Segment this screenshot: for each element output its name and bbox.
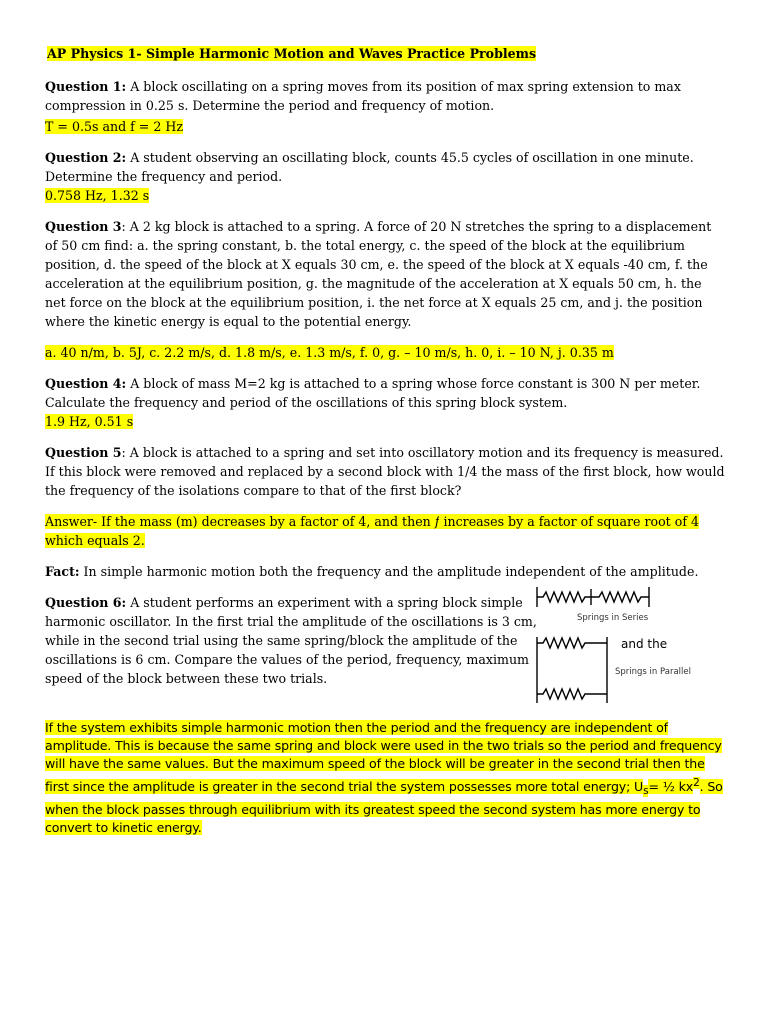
- question-6-text: A student performs an experiment with a spring block simple harmonic oscillator. In the first trial the amplitude of the oscillations is 3 cm, while in the second trial using the same spring/block the amplitude of the oscillations is 6 cm. Compare the values of the period, frequency, maximum speed of the block between these two trials.: [45, 595, 537, 686]
- question-6-answer: [45, 719, 725, 837]
- question-5-text: : A block is attached to a spring and set into oscillatory motion and its frequency is measured. If this block were removed and replaced by a second block with 1/4 the mass of the first block, how would the frequency of the isolations compare to that of the first block?: [45, 445, 725, 498]
- question-4-text-line2: Calculate the frequency and period of the oscillations of this spring block system.: [45, 395, 568, 410]
- question-5-answer-f: f: [434, 514, 440, 529]
- answer-seg-2: system exhibits: [80, 720, 178, 735]
- springs-figure: [535, 585, 725, 705]
- answer-seg-1: If the: [45, 720, 81, 735]
- question-5: [45, 443, 725, 550]
- question-5-label: Question 5: [45, 445, 122, 460]
- question-4: [45, 374, 725, 431]
- parallel-caption: Springs in Parallel: [615, 667, 691, 677]
- question-2: [45, 148, 725, 205]
- title-text: AP Physics 1- Simple Harmonic Motion and Waves Practice Problems: [47, 46, 537, 61]
- question-2-text-line2: Determine the frequency and period.: [45, 169, 283, 184]
- question-5-answer-part2: increases by a: [439, 514, 539, 529]
- question-6: [45, 593, 725, 709]
- question-5-answer-part3: factor of square root of 4 which equals 2.: [45, 514, 699, 548]
- parallel-springs-diagram: [537, 637, 607, 703]
- series-caption: Springs in Series: [577, 613, 649, 623]
- answer-seg-5: the two trials so: [463, 738, 566, 754]
- question-1-text: A block oscillating on a spring moves from its position of max spring extension to max compression in 0.25 s. Determine the period and frequency of motion.: [45, 79, 681, 113]
- question-3-answer: a. 40 n/m, b. 5J, c. 2.2 m/s, d. 1.8 m/s, e. 1.3 m/s, f. 0, g. – 10 m/s, h. 0, i. – 10 N, j. 0.35 m: [45, 345, 614, 360]
- answer-subscript: s: [643, 785, 649, 798]
- question-1: [45, 77, 725, 136]
- question-2-text-line1: A student observing an oscillating block, counts 45.5 cycles of oscillation in one minute.: [126, 150, 694, 165]
- document-page: [45, 44, 725, 837]
- answer-seg-10: = ½ kx: [648, 778, 694, 794]
- question-4-answer: 1.9 Hz, 0.51 s: [45, 414, 134, 429]
- question-3-text: : A 2 kg block is attached to a spring. A force of 20 N stretches the spring to a displacement of 50 cm find: a. the spring constant, b. the total energy, c. the speed of the block at the equilibrium position, d. the speed of the block at X equals 30 cm, e. the speed of the block at X equals -40 cm, f. the acceleration at the equilibrium position, g. the magnitude of the acceleration at X equals 50 cm, h. the net force on the block at the equilibrium position, i. the net force at X equals 25 cm, and j. the position where the kinetic energy is equal to the potential energy.: [45, 219, 712, 329]
- answer-seg-9: the amplitude is greater in the second trial the system possesses more total energy; U: [108, 778, 644, 794]
- question-4-label: Question 4:: [45, 376, 127, 391]
- fact-paragraph: [45, 562, 725, 581]
- answer-seg-4: independent of amplitude. This is because the same spring and block were used in: [45, 720, 668, 754]
- question-5-answer-part1: Answer- If the mass (m) decreases by a factor of 4, and then: [45, 514, 435, 529]
- question-3: [45, 217, 725, 362]
- question-3-label: Question 3: [45, 219, 122, 234]
- fact-text: In simple harmonic motion both the frequency and the amplitude independent of the amplitude.: [79, 564, 699, 579]
- answer-seg-6: the period and frequency will have the same values. But the: [45, 738, 722, 772]
- question-4-text-line1: A block of mass M=2 kg is attached to a spring whose force constant is 300 N per meter.: [126, 376, 701, 391]
- answer-seg-13: kinetic energy.: [111, 819, 202, 835]
- question-2-label: Question 2:: [45, 150, 127, 165]
- and-the-text: and the: [621, 637, 668, 651]
- answer-seg-3: simple harmonic motion then the period and the frequency are: [177, 720, 575, 735]
- question-1-answer: T = 0.5s and f = 2 Hz: [45, 119, 183, 134]
- question-6-label: Question 6:: [45, 595, 127, 610]
- question-5-answer: [45, 512, 725, 550]
- fact-label: Fact:: [45, 564, 80, 579]
- answer-seg-8: of the block will be greater in the second trial then the first since: [45, 756, 705, 794]
- answer-seg-11: . So: [699, 778, 723, 794]
- answer-seg-12: when the block passes through equilibrium with its greatest speed the second system has more energy to convert to: [45, 801, 701, 835]
- question-1-label: Question 1:: [45, 79, 127, 94]
- answer-seg-7: maximum speed: [261, 756, 366, 772]
- series-springs-diagram: [537, 587, 649, 607]
- question-2-answer: 0.758 Hz, 1.32 s: [45, 188, 150, 203]
- page-title: [47, 44, 725, 63]
- answer-superscript: 2: [693, 776, 700, 789]
